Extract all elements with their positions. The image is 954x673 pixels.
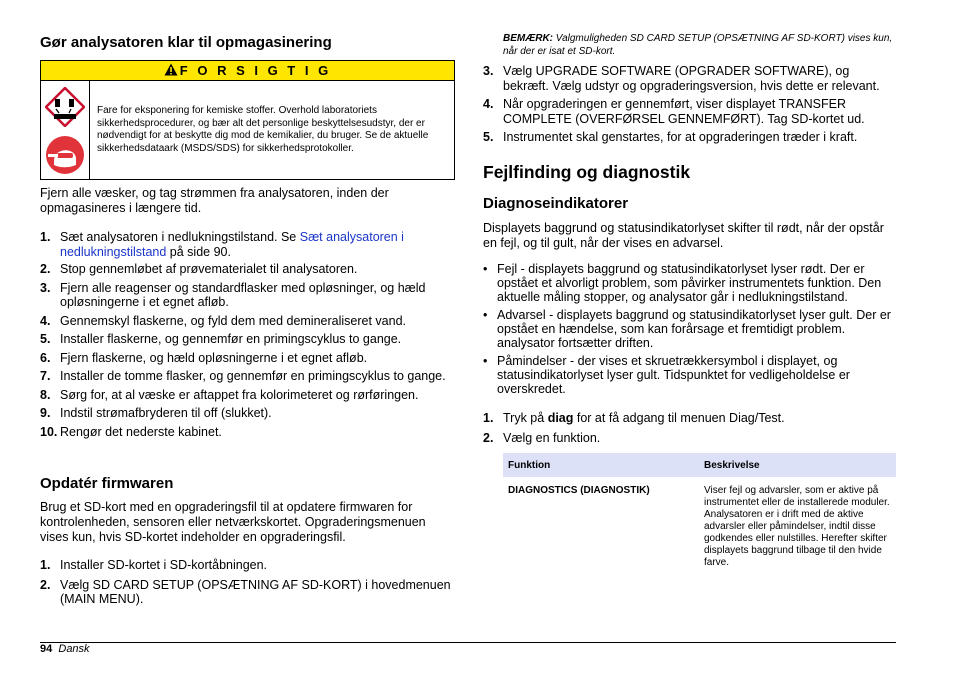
caution-icons: [41, 81, 90, 180]
table-row: [503, 477, 896, 569]
sd-card-note: BEMÆRK: Valgmuligheden SD CARD SETUP (OPSÆTNING AF SD-KORT) vises kun, når der er isat et SD-kort.: [503, 33, 893, 57]
corrosive-hazard-icon: [45, 87, 85, 127]
heading-firmware: Opdatér firmwaren: [40, 475, 174, 492]
firmware-steps-left: [40, 558, 455, 607]
heading-storage: Gør analysatoren klar til opmagasinering: [40, 34, 332, 51]
footer-language: Dansk: [58, 643, 90, 655]
caution-header: [41, 61, 454, 81]
storage-steps: [40, 230, 455, 439]
list-item: 5. Instrumentet skal genstartes, for at opgraderingen træder i kraft.: [483, 130, 858, 144]
firmware-steps-right: [483, 64, 898, 145]
table-cell-function: DIAGNOSTICS (DIAGNOSTIK): [508, 485, 650, 496]
list-item: 3. Fjern alle reagenser og standardflasker med opløsninger, og hæld opløsningerne i et egnet afløb.: [40, 280, 426, 309]
safety-goggles-icon: [45, 135, 85, 175]
list-item: • Fejl - displayets baggrund og statusindikatorlyset lyser rødt. Der er opstået et alvorligt problem, som påvirker instrumentets funktion. Den aktuelle måling stopper, og analysator går i nedlukningstilstand.: [483, 262, 882, 304]
table-header-description: Beskrivelse: [699, 453, 896, 477]
caution-text: Fare for eksponering for kemiske stoffer. Overhold laboratoriets sikkerhedsprocedurer, og bær alt det personlige beskyttelsesudstyr, der er nødvendigt for at beskytte dig mod de kemikalier, du bruger. Se de aktuelle sikkerhedsdataark (MSDS/SDS) for sikkerhedsprotokoller.: [97, 105, 429, 154]
list-item: 4. Gennemskyl flaskerne, og fyld dem med demineraliseret vand.: [40, 313, 406, 328]
storage-intro: Fjern alle væsker, og tag strømmen fra analysatoren, inden der opmagasineres i længere tid.: [40, 186, 389, 215]
list-item: 2. Vælg SD CARD SETUP (OPSÆTNING AF SD-KORT) i hovedmenuen (MAIN MENU).: [40, 577, 451, 606]
list-item: 10. Rengør det nederste kabinet.: [40, 424, 222, 439]
list-item: 3. Vælg UPGRADE SOFTWARE (OPGRADER SOFTWARE), og bekræft. Vælg udstyr og opgraderingsversion, hvis dette er relevant.: [483, 64, 880, 93]
list-item: 4. Når opgraderingen er gennemført, viser displayet TRANSFER COMPLETE (OVERFØRSEL GENNEMFØRT). Tag SD-kortet ud.: [483, 97, 865, 126]
footer: [40, 643, 90, 655]
list-item: 1. Tryk på diag for at få adgang til menuen Diag/Test.: [483, 411, 785, 425]
list-item: 6. Fjern flaskerne, og hæld opløsningerne i et egnet afløb.: [40, 350, 368, 365]
table-header-function: Funktion: [503, 453, 699, 477]
list-item: • Påmindelser - der vises et skruetrækkersymbol i displayet, og statusindikatorlyset lyser gult. Tidspunktet for vedligeholdelse er overskredet.: [483, 354, 850, 396]
list-item: 7. Installer de tomme flasker, og gennemfør en primingscyklus to gange.: [40, 369, 446, 383]
list-item: 8. Sørg for, at al væske er aftappet fra kolorimeteret og rørføringen.: [40, 387, 419, 402]
heading-troubleshooting: Fejlfinding og diagnostik: [483, 162, 691, 182]
diag-steps: [483, 411, 898, 445]
caution-box: [40, 60, 455, 180]
footer-rule: [40, 642, 896, 643]
list-item: 2. Vælg en funktion.: [483, 430, 601, 445]
list-item: 1. Installer SD-kortet i SD-kortåbningen.: [40, 558, 268, 572]
list-item: • Advarsel - displayets baggrund og statusindikatorlyset lyser gult. Der er opstået en hændelse, som kan forårsage et fremtidigt problem. analysator fortsætter driften.: [483, 308, 891, 350]
heading-indicators: Diagnoseindikatorer: [483, 195, 629, 212]
caution-label: F O R S I G T I G: [179, 63, 332, 78]
firmware-intro: Brug et SD-kort med en opgraderingsfil til at opdatere firmwaren for kontrolenheden, sensoren eller netværkskortet. Opgraderingsmenuen vises kun, hvis SD-kortet indeholder en opgraderingsfil.: [40, 500, 426, 544]
list-item: 5. Installer flaskerne, og gennemfør en primingscyklus to gange.: [40, 332, 402, 346]
indicator-bullets: [483, 262, 898, 396]
warning-triangle-icon: [164, 63, 178, 76]
list-item: 2. Stop gennemløbet af prøvematerialet til analysatoren.: [40, 262, 358, 276]
list-item: 9. Indstil strømafbryderen til off (slukket).: [40, 406, 272, 420]
table-cell-description: Viser fejl og advarsler, som er aktive på instrumentet eller de installerede moduler. Analysatoren er i drift med de aktive advarsler eller påmindelser, indtil disse godkendes eller nulstilles. Herefter skifter displayets baggrund tilbage til den hvide farve.: [704, 485, 890, 568]
list-item: 1. Sæt analysatoren i nedlukningstilstand. Se Sæt analysatoren i nedlukningstilstand på side 90.: [40, 230, 404, 259]
function-table: [503, 453, 896, 569]
page-number: 94: [40, 643, 53, 655]
indicators-intro: Displayets baggrund og statusindikatorlyset skifter til rødt, når der opstår en fejl, og til gult, når der vises en advarsel.: [483, 221, 884, 250]
diag-key: diag: [547, 411, 574, 425]
shutdown-mode-link[interactable]: Sæt analysatoren i nedlukningstilstand: [60, 230, 404, 259]
